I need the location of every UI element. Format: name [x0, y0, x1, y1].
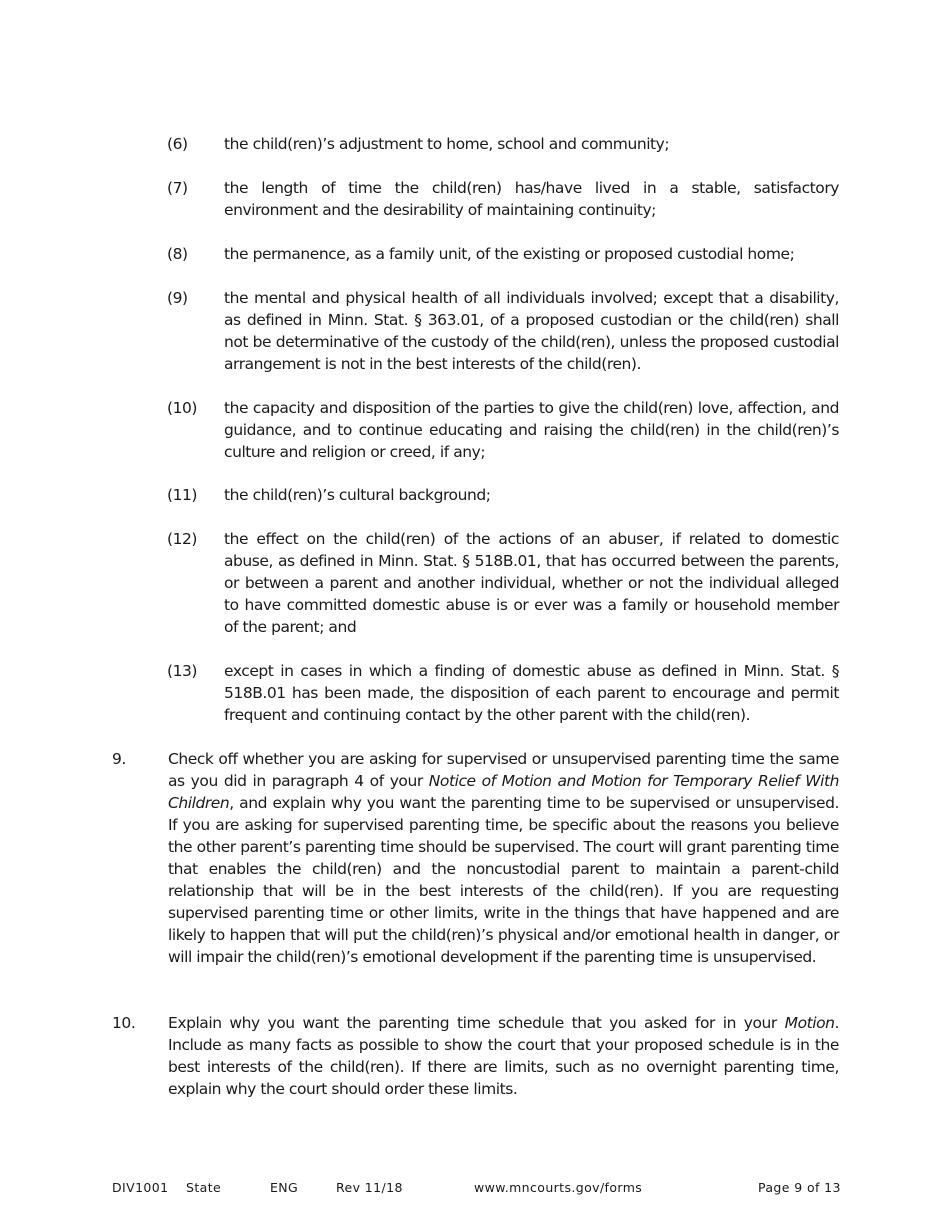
list-item [167, 243, 839, 265]
footer-language: ENG [270, 1180, 299, 1195]
item-text: the child(ren)’s cultural background; [224, 486, 491, 504]
item-text: the capacity and disposition of the parties to give the child(ren) love, affection, and guidance, and to continue educating and raising the child(ren) in the child(ren)’s culture and religion or creed, if any; [224, 399, 839, 461]
item-number: (12) [167, 530, 198, 548]
paragraph-number: 10. [112, 1014, 136, 1032]
paragraph-text [168, 748, 839, 968]
item-text: the mental and physical health of all individuals involved; except that a disability, as defined in Minn. Stat. § 363.01, of a proposed custodian or the child(ren) shall not be determinative of the custody of the child(ren), unless the proposed custodial arrangement is not in the best interests of the child(ren). [224, 289, 839, 373]
item-text: the child(ren)’s adjustment to home, school and community; [224, 135, 670, 153]
paragraph-number: 9. [112, 750, 126, 768]
item-text: the permanence, as a family unit, of the existing or proposed custodial home; [224, 245, 795, 263]
paragraph-text-part: Explain why you want the parenting time schedule that you asked for in your [168, 1014, 785, 1032]
footer-form-id: DIV1001 [112, 1180, 169, 1195]
footer-revision: Rev 11/18 [336, 1180, 403, 1195]
motion-title: Motion [784, 1014, 835, 1032]
item-number: (11) [167, 486, 198, 504]
paragraph-text-part: Check off whether you are asking for supervised or unsupervised parenting time the same as you did in paragraph 4 of your [168, 750, 839, 790]
item-text: except in cases in which a finding of domestic abuse as defined in Minn. Stat. § 518B.01 has been made, the disposition of each parent to encourage and permit frequent and continuing contact by the other parent with the child(ren). [224, 662, 839, 724]
list-item [167, 528, 839, 638]
item-number: (13) [167, 662, 198, 680]
list-item [167, 177, 839, 221]
footer-state: State [186, 1180, 222, 1195]
form-title: Notice of Motion and Motion for Temporary Relief With Children [168, 772, 839, 812]
item-number: (9) [167, 289, 188, 307]
paragraph-text-part: . Include as many facts as possible to show the court that your proposed schedule is in the best interests of the child(ren). If there are limits, such as no overnight parenting time, explain why the court should order these limits. [168, 1014, 839, 1098]
item-number: (6) [167, 135, 188, 153]
list-item [167, 397, 839, 463]
item-number: (8) [167, 245, 188, 263]
footer-url[interactable]: www.mncourts.gov/forms [474, 1180, 643, 1195]
paragraph-10 [112, 1012, 839, 1100]
paragraph-text-part: , and explain why you want the parenting time to be supervised or unsupervised. If you are asking for supervised parenting time, be specific about the reasons you believe the other parent’s parenting time should be supervised. The court will grant parenting time that enables the child(ren) and the noncustodial parent to maintain a parent-child relationship that will be in the best interests of the child(ren). If you are requesting supervised parenting time or other limits, write in the things that have happened and are likely to happen that will put the child(ren)’s physical and/or emotional health in danger, or will impair the child(ren)’s emotional development if the parenting time is unsupervised. [168, 794, 839, 966]
footer-page-number: Page 9 of 13 [758, 1180, 841, 1195]
item-number: (7) [167, 179, 188, 197]
paragraph-9 [112, 748, 839, 968]
paragraph-text [168, 1012, 839, 1100]
list-item [167, 484, 839, 506]
list-item [167, 287, 839, 375]
item-text: the effect on the child(ren) of the actions of an abuser, if related to domestic abuse, as defined in Minn. Stat. § 518B.01, that has occurred between the parents, or between a parent and another individual, whether or not the individual alleged to have committed domestic abuse is or ever was a family or household member of the parent; and [224, 530, 839, 636]
item-text: the length of time the child(ren) has/have lived in a stable, satisfactory environment and the desirability of maintaining continuity; [224, 179, 839, 219]
list-item [167, 660, 839, 726]
list-item [167, 133, 839, 155]
item-number: (10) [167, 399, 198, 417]
